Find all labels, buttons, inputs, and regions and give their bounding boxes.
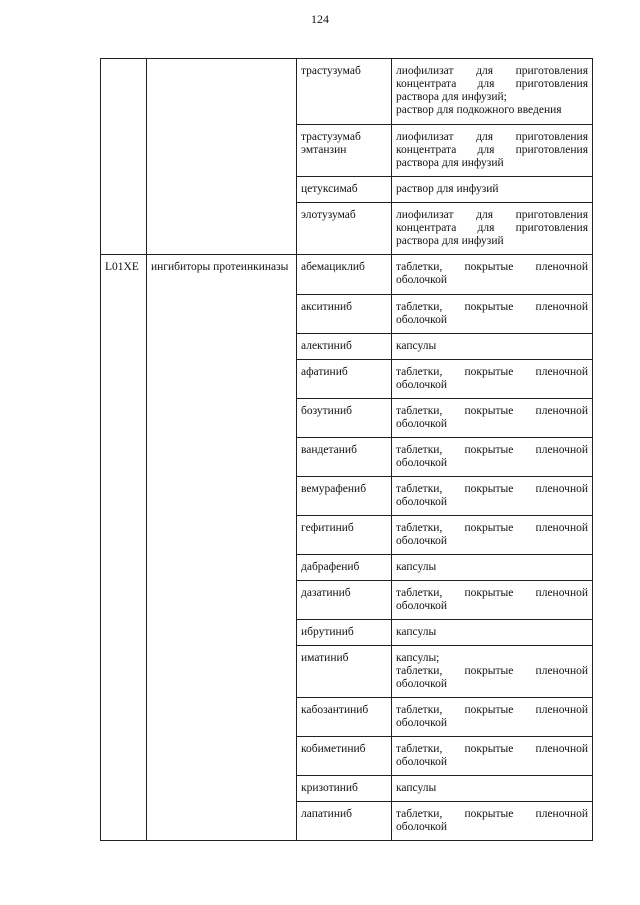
dosage-form-line: раствора для инфузий [396,157,504,169]
dosage-form-line: капсулы; [396,652,440,664]
drug-name-cell: вемурафениб [297,477,392,516]
dosage-form-cell [392,516,593,555]
drug-name-cell: трастузумаб [297,59,392,125]
drug-name-cell: цетуксимаб [297,177,392,203]
dosage-form-cell [392,581,593,620]
drug-name-cell: вандетаниб [297,438,392,477]
drug-table [100,58,593,841]
dosage-form-line: таблетки, покрытые пленочной [396,665,588,677]
dosage-form-line: оболочкой [396,496,448,508]
dosage-form-line: капсулы [396,626,437,638]
drug-name-cell: афатиниб [297,360,392,399]
dosage-form-line: таблетки, покрытые пленочной [396,522,588,534]
dosage-form-line: таблетки, покрытые пленочной [396,301,588,313]
dosage-form-line: раствора для инфузий [396,235,504,247]
dosage-form-line: оболочкой [396,717,448,729]
dosage-form-line: концентрата для приготовления [396,78,588,90]
drug-name-cell: ибрутиниб [297,620,392,646]
dosage-form-line: раствора для инфузий; [396,91,507,103]
drug-name-cell: лапатиниб [297,802,392,841]
dosage-form-line: таблетки, покрытые пленочной [396,366,588,378]
dosage-form-cell [392,698,593,737]
dosage-form-line: капсулы [396,782,437,794]
drug-name-cell: гефитиниб [297,516,392,555]
dosage-form-cell [392,255,593,295]
dosage-form-line: раствор для инфузий [396,183,499,195]
dosage-form-line: оболочкой [396,600,448,612]
dosage-form-line: оболочкой [396,418,448,430]
dosage-form-line: таблетки, покрытые пленочной [396,808,588,820]
dosage-form-cell [392,59,593,125]
dosage-form-cell [392,646,593,698]
dosage-form-cell [392,737,593,776]
dosage-form-line: таблетки, покрытые пленочной [396,483,588,495]
dosage-form-cell [392,555,593,581]
drug-name-cell: иматиниб [297,646,392,698]
dosage-form-line: концентрата для приготовления [396,144,588,156]
drug-name-cell: дазатиниб [297,581,392,620]
dosage-form-line: оболочкой [396,535,448,547]
dosage-form-cell [392,438,593,477]
dosage-form-line: оболочкой [396,457,448,469]
dosage-form-line: таблетки, покрытые пленочной [396,587,588,599]
dosage-form-line: концентрата для приготовления [396,222,588,234]
page-number: 124 [311,12,329,26]
dosage-form-cell [392,360,593,399]
dosage-form-line: таблетки, покрытые пленочной [396,405,588,417]
pharm-group-cell [147,59,297,255]
dosage-form-line: лиофилизат для приготовления [396,65,588,77]
dosage-form-cell [392,295,593,334]
dosage-form-cell [392,203,593,255]
dosage-form-line: капсулы [396,340,437,352]
drug-name-cell: кобиметиниб [297,737,392,776]
drug-name-cell: элотузумаб [297,203,392,255]
dosage-form-line: лиофилизат для приготовления [396,131,588,143]
dosage-form-line: таблетки, покрытые пленочной [396,444,588,456]
drug-name-cell: бозутиниб [297,399,392,438]
dosage-form-line: оболочкой [396,756,448,768]
atc-code-cell: L01XE [101,255,147,841]
dosage-form-cell [392,776,593,802]
drug-name-cell: дабрафениб [297,555,392,581]
dosage-form-line: таблетки, покрытые пленочной [396,704,588,716]
dosage-form-cell [392,620,593,646]
dosage-form-line: оболочкой [396,821,448,833]
drug-name-cell: алектиниб [297,334,392,360]
dosage-form-cell [392,477,593,516]
dosage-form-line: оболочкой [396,678,448,690]
dosage-form-cell [392,177,593,203]
drug-name-cell: трастузумаб эмтанзин [297,125,392,177]
dosage-form-cell [392,334,593,360]
drug-name-cell: кабозантиниб [297,698,392,737]
dosage-form-line: таблетки, покрытые пленочной [396,743,588,755]
dosage-form-line: оболочкой [396,274,448,286]
drug-name-cell: акситиниб [297,295,392,334]
dosage-form-line: раствор для подкожного введения [396,104,562,116]
table-row [101,59,593,125]
dosage-form-line: капсулы [396,561,437,573]
dosage-form-line: оболочкой [396,379,448,391]
dosage-form-line: лиофилизат для приготовления [396,209,588,221]
table-row [101,255,593,295]
pharm-group-cell: ингибиторы протеинкиназы [147,255,297,841]
dosage-form-cell [392,125,593,177]
drug-name-cell: абемациклиб [297,255,392,295]
dosage-form-line: оболочкой [396,314,448,326]
dosage-form-cell [392,802,593,841]
atc-code-cell [101,59,147,255]
dosage-form-cell [392,399,593,438]
dosage-form-line: таблетки, покрытые пленочной [396,261,588,273]
drug-name-cell: кризотиниб [297,776,392,802]
